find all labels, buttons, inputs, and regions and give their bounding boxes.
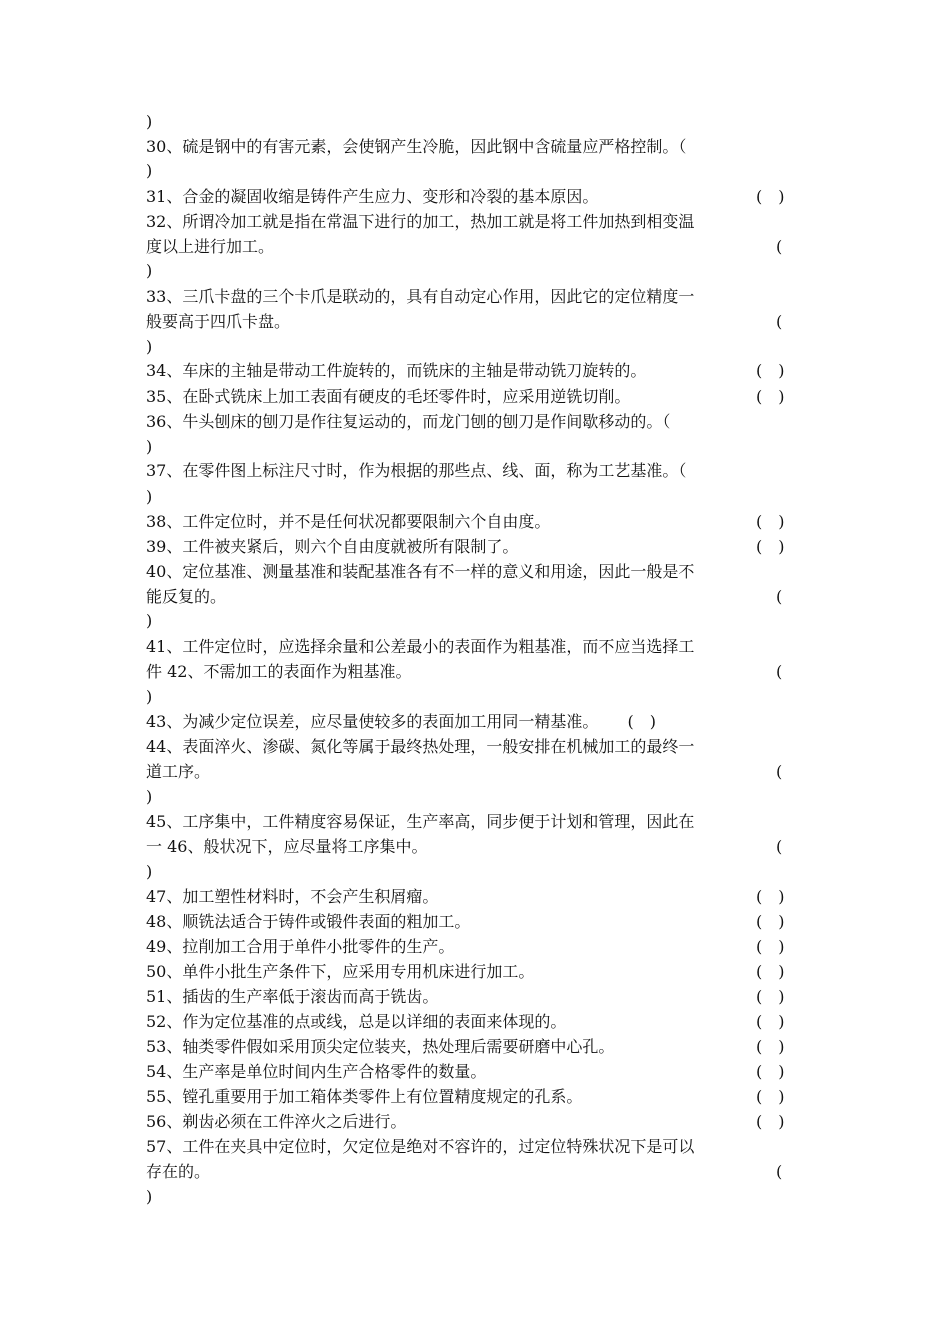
line-text: )	[146, 611, 153, 630]
answer-bracket: ( )	[756, 537, 785, 556]
text-line	[146, 409, 806, 434]
text-line	[146, 834, 806, 859]
answer-bracket: ( )	[756, 987, 785, 1006]
line-text: 度以上进行加工。	[146, 237, 275, 256]
line-text: 33、三爪卡盘的三个卡爪是联动的，具有自动定心作用，因此它的定位精度一	[146, 287, 695, 306]
text-line	[146, 1184, 806, 1209]
answer-bracket: ( )	[756, 1087, 785, 1106]
text-line	[146, 809, 806, 834]
text-line	[146, 634, 806, 659]
answer-bracket: ( )	[756, 912, 785, 931]
line-text: )	[146, 687, 153, 706]
line-text: 55、镗孔重要用于加工箱体类零件上有位置精度规定的孔系。	[146, 1087, 583, 1106]
text-line	[146, 608, 806, 633]
text-line	[146, 384, 806, 409]
line-text: 35、在卧式铣床上加工表面有硬皮的毛坯零件时，应采用逆铣切削。	[146, 387, 631, 406]
text-line	[146, 1034, 806, 1059]
answer-bracket: ( )	[756, 937, 785, 956]
answer-bracket: ( )	[756, 962, 785, 981]
text-line	[146, 734, 806, 759]
text-line	[146, 959, 806, 984]
answer-bracket: ( )	[756, 1112, 785, 1131]
answer-bracket: (	[776, 662, 783, 681]
line-text: )	[146, 862, 153, 881]
text-line	[146, 1134, 806, 1159]
line-text: )	[146, 487, 153, 506]
line-text: 31、合金的凝固收缩是铸件产生应力、变形和冷裂的基本原因。	[146, 187, 599, 206]
line-text: 43、为减少定位误差，应尽量使较多的表面加工用同一精基准。 ( )	[146, 712, 656, 731]
line-text: 41、工件定位时，应选择余量和公差最小的表面作为粗基准，而不应当选择工	[146, 637, 695, 656]
line-text: )	[146, 161, 153, 180]
text-line	[146, 534, 806, 559]
answer-bracket: ( )	[756, 887, 785, 906]
text-line	[146, 234, 806, 259]
text-line	[146, 659, 806, 684]
line-text: 57、工件在夹具中定位时，欠定位是绝对不容许的，过定位特殊状况下是可以	[146, 1137, 695, 1156]
answer-bracket: ( )	[756, 1062, 785, 1081]
line-text: )	[146, 1187, 153, 1206]
text-line	[146, 1009, 806, 1034]
text-line	[146, 284, 806, 309]
line-text: 般要高于四爪卡盘。	[146, 312, 291, 331]
text-line	[146, 984, 806, 1009]
text-line	[146, 909, 806, 934]
text-line	[146, 1059, 806, 1084]
answer-bracket: ( )	[756, 1012, 785, 1031]
text-line	[146, 309, 806, 334]
line-text: 能反复的。	[146, 587, 227, 606]
line-text: 53、轴类零件假如采用顶尖定位装夹，热处理后需要研磨中心孔。	[146, 1037, 615, 1056]
line-text: 54、生产率是单位时间内生产合格零件的数量。	[146, 1062, 487, 1081]
answer-bracket: (	[776, 587, 783, 606]
text-line	[146, 709, 806, 734]
answer-bracket: (	[776, 312, 783, 331]
line-text: 36、牛头刨床的刨刀是作往复运动的，而龙门刨的刨刀是作间歇移动的。（	[146, 412, 671, 431]
text-line	[146, 458, 806, 483]
line-text: )	[146, 337, 153, 356]
line-text: 40、定位基准、测量基准和装配基准各有不一样的意义和用途，因此一般是不	[146, 562, 695, 581]
answer-bracket: (	[776, 837, 783, 856]
text-line	[146, 684, 806, 709]
text-line	[146, 784, 806, 809]
line-text: 39、工件被夹紧后，则六个自由度就被所有限制了。	[146, 537, 519, 556]
line-text: 道工序。	[146, 762, 211, 781]
answer-bracket: (	[776, 1162, 783, 1181]
line-text: 30、硫是钢中的有害元素，会使钢产生冷脆，因此钢中含硫量应严格控制。（	[146, 137, 687, 156]
text-line	[146, 934, 806, 959]
line-text: 32、所谓冷加工就是指在常温下进行的加工，热加工就是将工件加热到相变温	[146, 212, 695, 231]
line-text: )	[146, 112, 153, 131]
answer-bracket: ( )	[756, 361, 785, 380]
line-text: 44、表面淬火、渗碳、氮化等属于最终热处理，一般安排在机械加工的最终一	[146, 737, 695, 756]
line-text: 37、在零件图上标注尺寸时，作为根据的那些点、线、面，称为工艺基准。（	[146, 461, 687, 480]
line-text: 48、顺铣法适合于铸件或锻件表面的粗加工。	[146, 912, 471, 931]
text-line	[146, 859, 806, 884]
text-line	[146, 358, 806, 383]
line-text: )	[146, 787, 153, 806]
text-line	[146, 1159, 806, 1184]
line-text: 49、拉削加工合用于单件小批零件的生产。	[146, 937, 455, 956]
line-text: 56、剃齿必须在工件淬火之后进行。	[146, 1112, 407, 1131]
text-line	[146, 209, 806, 234]
text-line	[146, 484, 806, 509]
text-line	[146, 509, 806, 534]
line-text: 51、插齿的生产率低于滚齿而高于铣齿。	[146, 987, 439, 1006]
text-line	[146, 1084, 806, 1109]
text-line	[146, 184, 806, 209]
text-line	[146, 559, 806, 584]
text-line	[146, 434, 806, 459]
line-text: 47、加工塑性材料时，不会产生积屑瘤。	[146, 887, 439, 906]
line-text: 34、车床的主轴是带动工件旋转的，而铣床的主轴是带动铣刀旋转的。	[146, 361, 647, 380]
text-line	[146, 1109, 806, 1134]
line-text: 50、单件小批生产条件下，应采用专用机床进行加工。	[146, 962, 535, 981]
answer-bracket: (	[776, 762, 783, 781]
text-line	[146, 258, 806, 283]
line-text: 一 46、般状况下，应尽量将工序集中。	[146, 837, 428, 856]
answer-bracket: ( )	[756, 387, 785, 406]
text-line	[146, 109, 806, 134]
line-text: 52、作为定位基准的点或线，总是以详细的表面来体现的。	[146, 1012, 567, 1031]
line-text: 38、工件定位时，并不是任何状况都要限制六个自由度。	[146, 512, 551, 531]
text-line	[146, 334, 806, 359]
line-text: )	[146, 261, 153, 280]
line-text: 存在的。	[146, 1162, 211, 1181]
text-line	[146, 759, 806, 784]
text-line	[146, 884, 806, 909]
line-text: 45、工序集中，工件精度容易保证，生产率高，同步便于计划和管理，因此在	[146, 812, 695, 831]
answer-bracket: ( )	[756, 1037, 785, 1056]
line-text: )	[146, 437, 153, 456]
answer-bracket: ( )	[756, 187, 785, 206]
line-text: 件 42、不需加工的表面作为粗基准。	[146, 662, 412, 681]
text-line	[146, 584, 806, 609]
text-line	[146, 134, 806, 159]
answer-bracket: ( )	[756, 512, 785, 531]
answer-bracket: (	[776, 237, 783, 256]
text-line	[146, 158, 806, 183]
